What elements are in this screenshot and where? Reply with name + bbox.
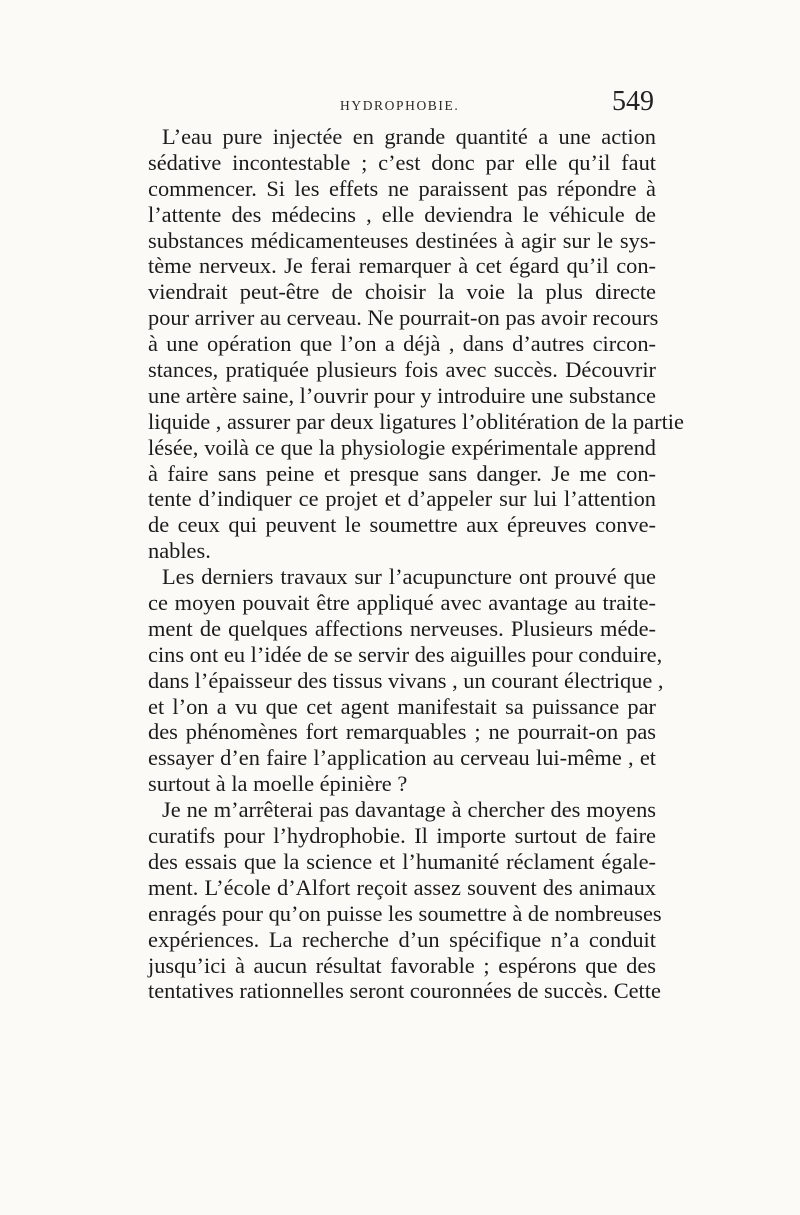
text-line: lésée, voilà ce que la physiologie expérimentale apprend	[148, 434, 656, 460]
text-line: stances, pratiquée plusieurs fois avec succès. Découvrir	[148, 357, 656, 383]
text-line: à une opération que l’on a déjà , dans d’autres circon-	[148, 331, 656, 357]
page-header	[148, 82, 658, 122]
running-title: HYDROPHOBIE.	[340, 98, 460, 113]
text-line: surtout à la moelle épinière ?	[148, 771, 408, 797]
text-line: ce moyen pouvait être appliqué avec avantage au traite-	[148, 590, 656, 616]
text-line: tème nerveux. Je ferai remarquer à cet égard qu’il con-	[148, 253, 656, 279]
text-line: tentatives rationnelles seront couronnées de succès. Cette	[148, 978, 661, 1004]
text-line: cins ont eu l’idée de se servir des aiguilles pour conduire,	[148, 641, 663, 667]
text-line: ment. L’école d’Alfort reçoit assez souvent des animaux	[148, 874, 656, 900]
text-line: Les derniers travaux sur l’acupuncture ont prouvé que	[162, 564, 656, 590]
text-line: jusqu’ici à aucun résultat favorable ; espérons que des	[148, 952, 656, 978]
text-line: dans l’épaisseur des tissus vivans , un courant électrique ,	[148, 667, 664, 693]
page-number: 549	[612, 86, 654, 117]
text-line: liquide , assurer par deux ligatures l’oblitération de la partie	[148, 408, 684, 434]
text-line: L’eau pure injectée en grande quantité a une action	[162, 124, 656, 149]
text-line: essayer d’en faire l’application au cerveau lui-même , et	[148, 745, 656, 771]
body-text	[148, 124, 684, 1004]
text-line: substances médicamenteuses destinées à agir sur le sys-	[148, 227, 656, 253]
text-line: des phénomènes fort remarquables ; ne pourrait-on pas	[148, 719, 656, 745]
text-line: tente d’indiquer ce projet et d’appeler sur lui l’attention	[148, 486, 656, 512]
text-line: une artère saine, l’ouvrir pour y introduire une substance	[148, 382, 656, 408]
text-line: expériences. La recherche d’un spécifique n’a conduit	[148, 926, 656, 952]
text-line: commencer. Si les effets ne paraissent pas répondre à	[148, 175, 656, 201]
text-line: curatifs pour l’hydrophobie. Il importe surtout de faire	[148, 823, 656, 849]
text-line: à faire sans peine et presque sans danger. Je me con-	[148, 460, 656, 486]
text-line: l’attente des médecins , elle deviendra le véhicule de	[148, 201, 656, 227]
text-line: ment de quelques affections nerveuses. Plusieurs méde-	[148, 615, 656, 641]
text-line: Je ne m’arrêterai pas davantage à chercher des moyens	[162, 797, 656, 823]
text-line: pour arriver au cerveau. Ne pourrait-on pas avoir recours	[148, 305, 659, 331]
text-line: de ceux qui peuvent le soumettre aux épreuves conve-	[148, 512, 656, 538]
text-line: enragés pour qu’on puisse les soumettre à de nombreuses	[148, 900, 662, 926]
text-line: nables.	[148, 538, 211, 564]
text-line: sédative incontestable ; c’est donc par elle qu’il faut	[148, 149, 656, 175]
text-line: viendrait peut-être de choisir la voie la plus directe	[148, 279, 656, 305]
text-line: des essais que la science et l’humanité réclament égale-	[148, 848, 656, 874]
text-line: et l’on a vu que cet agent manifestait sa puissance par	[148, 693, 656, 719]
